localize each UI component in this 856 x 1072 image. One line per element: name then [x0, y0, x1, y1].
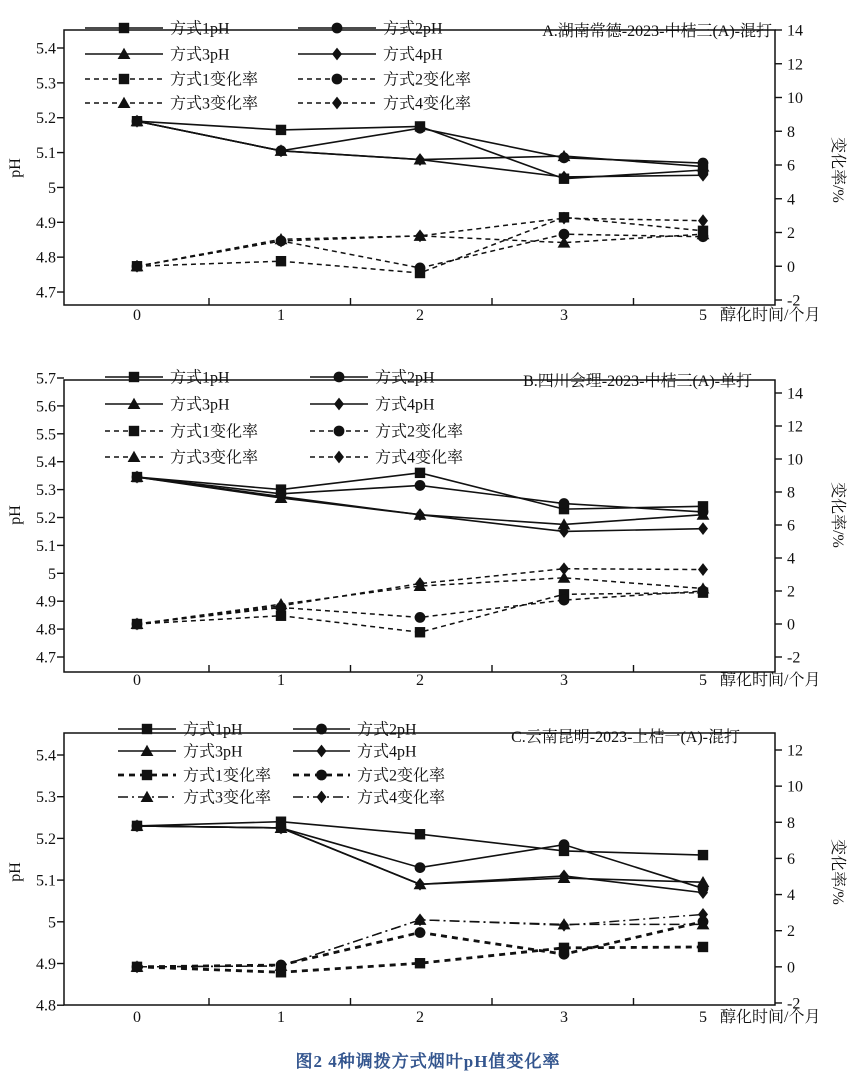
x-tick-label: 1: [277, 307, 285, 324]
series-line-方式1pH: [137, 473, 703, 509]
legend-marker-square: [129, 372, 139, 382]
x-tick-label: 0: [133, 672, 141, 689]
legend-label: 方式4变化率: [357, 789, 446, 807]
right-tick-label: 10: [787, 451, 803, 469]
left-tick-label: 4.8: [36, 997, 56, 1015]
right-tick-label: 2: [787, 583, 795, 601]
left-tick-label: 4.8: [36, 621, 56, 639]
right-tick-label: 4: [787, 191, 795, 209]
right-tick-label: 14: [787, 22, 803, 40]
series-marker-方式1变化率: [698, 942, 708, 952]
legend-label: 方式2pH: [357, 721, 417, 739]
x-tick-label: 0: [133, 1009, 141, 1026]
series-marker-方式2pH: [415, 123, 426, 134]
legend-marker-square: [119, 74, 129, 84]
legend-label: 方式2变化率: [383, 71, 472, 89]
x-tick-label: 1: [277, 1009, 285, 1026]
x-tick-label: 2: [416, 307, 424, 324]
series-marker-方式2变化率: [559, 949, 570, 960]
right-tick-label: 6: [787, 517, 795, 535]
right-tick-label: 2: [787, 225, 795, 242]
legend-label: 方式2变化率: [375, 423, 464, 441]
right-tick-label: 4: [787, 887, 795, 905]
left-tick-label: 5.6: [36, 398, 56, 416]
x-tick-label: 3: [560, 672, 568, 689]
legend-label: 方式1pH: [170, 20, 230, 38]
series-marker-方式4变化率: [698, 563, 708, 576]
series-marker-方式4变化率: [559, 562, 569, 575]
series-marker-方式2变化率: [559, 595, 570, 606]
x-tick-label: 0: [133, 307, 141, 324]
series-marker-方式2变化率: [415, 612, 426, 623]
legend-marker-square: [129, 426, 139, 436]
right-tick-label: 2: [787, 923, 795, 941]
legend-label: 方式2pH: [375, 369, 435, 387]
right-tick-label: 8: [787, 814, 795, 832]
left-tick-label: 5.2: [36, 830, 56, 848]
figure-caption: 图2 4种调拨方式烟叶pH值变化率: [295, 1052, 561, 1071]
right-tick-label: 8: [787, 484, 795, 502]
left-tick-label: 5.1: [36, 537, 56, 555]
left-tick-label: 5: [48, 914, 56, 932]
legend-marker-diamond: [317, 745, 327, 758]
legend-label: 方式2pH: [383, 20, 443, 38]
left-tick-label: 5: [48, 179, 56, 197]
left-tick-label: 5.4: [36, 747, 56, 765]
right-tick-label: 10: [787, 90, 803, 107]
x-tick-label: 5: [699, 672, 707, 689]
legend-marker-circle: [334, 372, 345, 383]
series-marker-方式1变化率: [276, 256, 286, 266]
legend-label: 方式3pH: [183, 743, 243, 761]
right-tick-label: -2: [787, 995, 801, 1013]
x-tick-label: 5: [699, 307, 707, 324]
left-tick-label: 5.4: [36, 454, 56, 472]
left-tick-label: 4.9: [36, 956, 56, 973]
series-marker-方式1变化率: [415, 627, 425, 637]
panel-title: B.四川会理-2023-中桔三(A)-单打: [523, 373, 752, 390]
left-axis-title: pH: [7, 505, 24, 525]
right-tick-label: 8: [787, 123, 795, 141]
right-tick-label: 0: [787, 258, 795, 276]
right-tick-label: -2: [787, 292, 801, 310]
legend-label: 方式4pH: [375, 396, 435, 414]
right-tick-label: 6: [787, 157, 795, 175]
x-axis-title: 醇化时间/个月: [720, 672, 821, 689]
left-tick-label: 5.3: [36, 482, 56, 500]
legend-label: 方式4变化率: [383, 95, 472, 113]
right-tick-label: 6: [787, 850, 795, 868]
series-marker-方式1pH: [276, 125, 286, 135]
left-tick-label: 5.4: [36, 40, 56, 58]
x-tick-label: 3: [560, 307, 568, 324]
x-axis-title: 醇化时间/个月: [720, 307, 821, 324]
left-tick-label: 4.8: [36, 249, 56, 267]
legend-marker-diamond: [332, 48, 342, 61]
right-axis-title: 变化率/%: [829, 137, 846, 203]
legend-marker-diamond: [334, 398, 344, 411]
left-tick-label: 4.9: [36, 214, 56, 232]
right-tick-label: 0: [787, 959, 795, 977]
series-marker-方式2pH: [415, 862, 426, 873]
legend-label: 方式3变化率: [183, 789, 272, 807]
series-marker-方式1变化率: [415, 958, 425, 968]
legend-marker-square: [119, 23, 129, 33]
left-tick-label: 5.3: [36, 789, 56, 807]
series-marker-方式2pH: [559, 498, 570, 509]
legend-label: 方式4pH: [357, 743, 417, 761]
series-marker-方式2变化率: [415, 927, 426, 938]
right-axis-title: 变化率/%: [829, 482, 846, 548]
left-tick-label: 5.3: [36, 75, 56, 93]
chart-panel-b: [0, 355, 856, 700]
legend-marker-circle: [334, 426, 345, 437]
x-tick-label: 2: [416, 672, 424, 689]
x-tick-label: 2: [416, 1009, 424, 1026]
legend-marker-diamond: [317, 791, 327, 804]
legend-label: 方式3变化率: [170, 95, 259, 113]
legend-marker-circle: [316, 770, 327, 781]
left-tick-label: 5.1: [36, 145, 56, 163]
left-tick-label: 4.7: [36, 284, 56, 302]
right-tick-label: -2: [787, 649, 801, 667]
series-marker-方式4变化率: [559, 919, 569, 932]
left-tick-label: 5.1: [36, 872, 56, 890]
left-axis-title: pH: [7, 862, 24, 882]
legend-label: 方式1pH: [170, 369, 230, 387]
x-tick-label: 5: [699, 1009, 707, 1026]
left-tick-label: 5.5: [36, 426, 56, 444]
panel-title: A.湖南常德-2023-中桔三(A)-混打: [542, 23, 772, 40]
legend-label: 方式3pH: [170, 46, 230, 64]
panel-title: C.云南昆明-2023-上桔一(A)-混打: [511, 729, 740, 746]
series-marker-方式2pH: [415, 480, 426, 491]
legend-label: 方式1变化率: [170, 71, 259, 89]
right-axis-title: 变化率/%: [829, 839, 846, 905]
left-tick-label: 5: [48, 565, 56, 583]
left-tick-label: 4.7: [36, 649, 56, 667]
legend-marker-circle: [316, 724, 327, 735]
right-tick-label: 0: [787, 616, 795, 634]
legend-label: 方式1pH: [183, 721, 243, 739]
series-marker-方式1pH: [415, 468, 425, 478]
series-marker-方式4变化率: [698, 214, 708, 227]
series-marker-方式1pH: [415, 829, 425, 839]
legend-label: 方式4变化率: [375, 449, 464, 467]
x-tick-label: 1: [277, 672, 285, 689]
right-tick-label: 12: [787, 742, 803, 760]
right-tick-label: 14: [787, 385, 803, 403]
legend-label: 方式1变化率: [183, 767, 272, 785]
legend-label: 方式3pH: [170, 396, 230, 414]
right-tick-label: 12: [787, 418, 803, 436]
left-tick-label: 4.9: [36, 593, 56, 611]
series-marker-方式4pH: [698, 522, 708, 535]
legend-label: 方式3变化率: [170, 449, 259, 467]
legend-marker-circle: [332, 23, 343, 34]
legend-label: 方式2变化率: [357, 767, 446, 785]
legend-marker-diamond: [332, 97, 342, 110]
x-axis-title: 醇化时间/个月: [720, 1009, 821, 1026]
left-tick-label: 5.2: [36, 110, 56, 128]
legend-label: 方式4pH: [383, 46, 443, 64]
right-tick-label: 4: [787, 550, 795, 568]
chart-panel-c: [0, 700, 856, 1059]
chart-panel-a: [0, 0, 856, 355]
series-marker-方式1pH: [698, 850, 708, 860]
legend-marker-triangle: [118, 97, 131, 108]
series-marker-方式4变化率: [276, 235, 286, 248]
series-marker-方式2pH: [559, 839, 570, 850]
right-tick-label: 10: [787, 778, 803, 796]
series-marker-方式2变化率: [415, 263, 426, 274]
left-tick-label: 5.2: [36, 510, 56, 527]
x-tick-label: 3: [560, 1009, 568, 1026]
left-axis-title: pH: [7, 158, 24, 178]
legend-marker-triangle: [128, 451, 141, 462]
right-tick-label: 12: [787, 56, 803, 74]
legend-marker-square: [142, 724, 152, 734]
legend-marker-circle: [332, 74, 343, 85]
legend-label: 方式1变化率: [170, 423, 259, 441]
left-tick-label: 5.7: [36, 370, 56, 388]
legend-marker-square: [142, 770, 152, 780]
legend-marker-diamond: [334, 451, 344, 464]
